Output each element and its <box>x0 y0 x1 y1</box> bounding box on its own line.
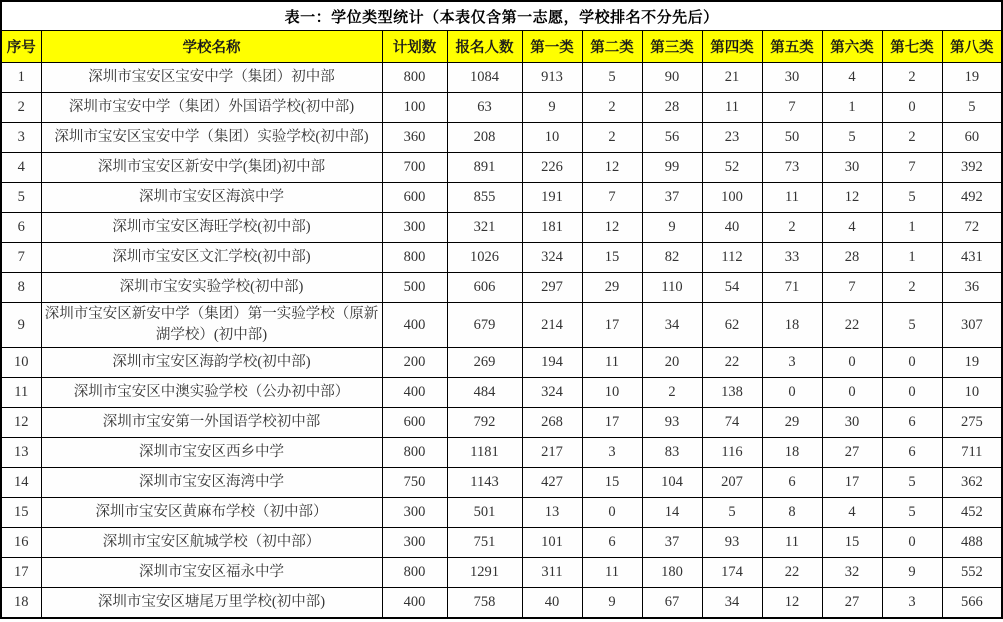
value-cell: 17 <box>822 468 882 498</box>
value-cell: 700 <box>382 153 447 183</box>
value-cell: 82 <box>642 243 702 273</box>
value-cell: 275 <box>942 408 1002 438</box>
school-name-cell: 深圳市宝安区中澳实验学校（公办初中部） <box>41 378 382 408</box>
value-cell: 15 <box>582 468 642 498</box>
value-cell: 300 <box>382 498 447 528</box>
value-cell: 100 <box>702 183 762 213</box>
value-cell: 5 <box>882 303 942 348</box>
value-cell: 484 <box>447 378 522 408</box>
value-cell: 1 <box>882 243 942 273</box>
column-header-8: 第五类 <box>762 31 822 63</box>
school-name-cell: 深圳市宝安区文汇学校(初中部) <box>41 243 382 273</box>
value-cell: 362 <box>942 468 1002 498</box>
value-cell: 110 <box>642 273 702 303</box>
table-row <box>1 273 1002 303</box>
value-cell: 492 <box>942 183 1002 213</box>
value-cell: 101 <box>522 528 582 558</box>
value-cell: 5 <box>942 93 1002 123</box>
value-cell: 6 <box>882 408 942 438</box>
value-cell: 11 <box>762 183 822 213</box>
value-cell: 50 <box>762 123 822 153</box>
value-cell: 11 <box>702 93 762 123</box>
value-cell: 54 <box>702 273 762 303</box>
column-header-5: 第二类 <box>582 31 642 63</box>
value-cell: 28 <box>822 243 882 273</box>
school-name-cell: 深圳市宝安区海旺学校(初中部) <box>41 213 382 243</box>
value-cell: 7 <box>582 183 642 213</box>
value-cell: 138 <box>702 378 762 408</box>
row-number-cell: 1 <box>1 63 41 93</box>
table-row <box>1 183 1002 213</box>
column-header-4: 第一类 <box>522 31 582 63</box>
value-cell: 7 <box>822 273 882 303</box>
value-cell: 11 <box>762 528 822 558</box>
value-cell: 0 <box>822 348 882 378</box>
school-name-cell: 深圳市宝安第一外国语学校初中部 <box>41 408 382 438</box>
value-cell: 269 <box>447 348 522 378</box>
value-cell: 307 <box>942 303 1002 348</box>
value-cell: 191 <box>522 183 582 213</box>
value-cell: 9 <box>582 588 642 618</box>
row-number-cell: 3 <box>1 123 41 153</box>
value-cell: 800 <box>382 243 447 273</box>
value-cell: 67 <box>642 588 702 618</box>
table-row <box>1 408 1002 438</box>
table-row <box>1 528 1002 558</box>
value-cell: 10 <box>942 378 1002 408</box>
value-cell: 6 <box>582 528 642 558</box>
value-cell: 800 <box>382 438 447 468</box>
value-cell: 600 <box>382 183 447 213</box>
value-cell: 891 <box>447 153 522 183</box>
value-cell: 20 <box>642 348 702 378</box>
value-cell: 1 <box>822 93 882 123</box>
school-name-cell: 深圳市宝安区宝安中学（集团）实验学校(初中部) <box>41 123 382 153</box>
value-cell: 30 <box>762 63 822 93</box>
value-cell: 6 <box>762 468 822 498</box>
row-number-cell: 7 <box>1 243 41 273</box>
value-cell: 19 <box>942 348 1002 378</box>
table-row <box>1 438 1002 468</box>
value-cell: 711 <box>942 438 1002 468</box>
value-cell: 30 <box>822 408 882 438</box>
value-cell: 552 <box>942 558 1002 588</box>
value-cell: 37 <box>642 183 702 213</box>
column-header-11: 第八类 <box>942 31 1002 63</box>
value-cell: 226 <box>522 153 582 183</box>
value-cell: 32 <box>822 558 882 588</box>
value-cell: 13 <box>522 498 582 528</box>
value-cell: 83 <box>642 438 702 468</box>
value-cell: 207 <box>702 468 762 498</box>
value-cell: 23 <box>702 123 762 153</box>
page-title: 表一：学位类型统计（本表仅含第一志愿，学校排名不分先后） <box>1 1 1002 31</box>
value-cell: 214 <box>522 303 582 348</box>
school-name-cell: 深圳市宝安区西乡中学 <box>41 438 382 468</box>
row-number-cell: 11 <box>1 378 41 408</box>
row-number-cell: 6 <box>1 213 41 243</box>
value-cell: 758 <box>447 588 522 618</box>
value-cell: 72 <box>942 213 1002 243</box>
value-cell: 37 <box>642 528 702 558</box>
school-name-cell: 深圳市宝安实验学校(初中部) <box>41 273 382 303</box>
school-name-cell: 深圳市宝安中学（集团）外国语学校(初中部) <box>41 93 382 123</box>
row-number-cell: 15 <box>1 498 41 528</box>
value-cell: 2 <box>582 123 642 153</box>
value-cell: 400 <box>382 303 447 348</box>
value-cell: 855 <box>447 183 522 213</box>
value-cell: 3 <box>762 348 822 378</box>
value-cell: 73 <box>762 153 822 183</box>
school-name-cell: 深圳市宝安区新安中学（集团）第一实验学校（原新湖学校）(初中部) <box>41 303 382 348</box>
value-cell: 400 <box>382 588 447 618</box>
value-cell: 913 <box>522 63 582 93</box>
value-cell: 4 <box>822 498 882 528</box>
value-cell: 208 <box>447 123 522 153</box>
value-cell: 93 <box>702 528 762 558</box>
table-row <box>1 63 1002 93</box>
value-cell: 0 <box>582 498 642 528</box>
row-number-cell: 4 <box>1 153 41 183</box>
row-number-cell: 9 <box>1 303 41 348</box>
value-cell: 60 <box>942 123 1002 153</box>
row-number-cell: 10 <box>1 348 41 378</box>
column-header-6: 第三类 <box>642 31 702 63</box>
value-cell: 5 <box>882 468 942 498</box>
value-cell: 34 <box>702 588 762 618</box>
value-cell: 21 <box>702 63 762 93</box>
value-cell: 15 <box>822 528 882 558</box>
school-name-cell: 深圳市宝安区塘尾万里学校(初中部) <box>41 588 382 618</box>
school-name-cell: 深圳市宝安区航城学校（初中部） <box>41 528 382 558</box>
value-cell: 71 <box>762 273 822 303</box>
value-cell: 33 <box>762 243 822 273</box>
value-cell: 324 <box>522 378 582 408</box>
column-header-2: 计划数 <box>382 31 447 63</box>
row-number-cell: 2 <box>1 93 41 123</box>
value-cell: 606 <box>447 273 522 303</box>
value-cell: 1291 <box>447 558 522 588</box>
value-cell: 321 <box>447 213 522 243</box>
table-row <box>1 243 1002 273</box>
value-cell: 29 <box>762 408 822 438</box>
value-cell: 112 <box>702 243 762 273</box>
value-cell: 14 <box>642 498 702 528</box>
header-row <box>1 31 1002 63</box>
value-cell: 200 <box>382 348 447 378</box>
value-cell: 2 <box>762 213 822 243</box>
table-row <box>1 93 1002 123</box>
table-row <box>1 123 1002 153</box>
value-cell: 27 <box>822 588 882 618</box>
value-cell: 17 <box>582 408 642 438</box>
value-cell: 7 <box>762 93 822 123</box>
value-cell: 40 <box>522 588 582 618</box>
value-cell: 311 <box>522 558 582 588</box>
value-cell: 392 <box>942 153 1002 183</box>
value-cell: 5 <box>582 63 642 93</box>
value-cell: 29 <box>582 273 642 303</box>
value-cell: 360 <box>382 123 447 153</box>
column-header-9: 第六类 <box>822 31 882 63</box>
value-cell: 7 <box>882 153 942 183</box>
value-cell: 324 <box>522 243 582 273</box>
value-cell: 0 <box>882 528 942 558</box>
value-cell: 9 <box>882 558 942 588</box>
value-cell: 93 <box>642 408 702 438</box>
value-cell: 5 <box>822 123 882 153</box>
value-cell: 9 <box>642 213 702 243</box>
value-cell: 27 <box>822 438 882 468</box>
value-cell: 116 <box>702 438 762 468</box>
school-name-cell: 深圳市宝安区黄麻布学校（初中部） <box>41 498 382 528</box>
value-cell: 52 <box>702 153 762 183</box>
value-cell: 0 <box>882 93 942 123</box>
table-row <box>1 153 1002 183</box>
value-cell: 181 <box>522 213 582 243</box>
row-number-cell: 16 <box>1 528 41 558</box>
value-cell: 300 <box>382 213 447 243</box>
value-cell: 22 <box>702 348 762 378</box>
value-cell: 8 <box>762 498 822 528</box>
row-number-cell: 5 <box>1 183 41 213</box>
school-name-cell: 深圳市宝安区海湾中学 <box>41 468 382 498</box>
value-cell: 174 <box>702 558 762 588</box>
table-body <box>1 63 1002 618</box>
table-row <box>1 348 1002 378</box>
value-cell: 1026 <box>447 243 522 273</box>
column-header-7: 第四类 <box>702 31 762 63</box>
value-cell: 19 <box>942 63 1002 93</box>
value-cell: 3 <box>882 588 942 618</box>
table-row <box>1 558 1002 588</box>
value-cell: 10 <box>582 378 642 408</box>
value-cell: 17 <box>582 303 642 348</box>
value-cell: 431 <box>942 243 1002 273</box>
value-cell: 74 <box>702 408 762 438</box>
value-cell: 0 <box>822 378 882 408</box>
value-cell: 62 <box>702 303 762 348</box>
value-cell: 63 <box>447 93 522 123</box>
value-cell: 750 <box>382 468 447 498</box>
value-cell: 12 <box>582 213 642 243</box>
value-cell: 56 <box>642 123 702 153</box>
row-number-cell: 14 <box>1 468 41 498</box>
value-cell: 40 <box>702 213 762 243</box>
value-cell: 18 <box>762 303 822 348</box>
value-cell: 500 <box>382 273 447 303</box>
value-cell: 10 <box>522 123 582 153</box>
value-cell: 268 <box>522 408 582 438</box>
value-cell: 28 <box>642 93 702 123</box>
value-cell: 300 <box>382 528 447 558</box>
value-cell: 2 <box>882 63 942 93</box>
school-name-cell: 深圳市宝安区海韵学校(初中部) <box>41 348 382 378</box>
value-cell: 1084 <box>447 63 522 93</box>
school-name-cell: 深圳市宝安区海滨中学 <box>41 183 382 213</box>
value-cell: 452 <box>942 498 1002 528</box>
value-cell: 566 <box>942 588 1002 618</box>
value-cell: 3 <box>582 438 642 468</box>
value-cell: 1 <box>882 213 942 243</box>
row-number-cell: 13 <box>1 438 41 468</box>
column-header-3: 报名人数 <box>447 31 522 63</box>
value-cell: 18 <box>762 438 822 468</box>
value-cell: 792 <box>447 408 522 438</box>
value-cell: 800 <box>382 558 447 588</box>
school-name-cell: 深圳市宝安区福永中学 <box>41 558 382 588</box>
value-cell: 104 <box>642 468 702 498</box>
value-cell: 679 <box>447 303 522 348</box>
value-cell: 1143 <box>447 468 522 498</box>
table-row <box>1 378 1002 408</box>
table-row <box>1 588 1002 618</box>
table-row <box>1 213 1002 243</box>
value-cell: 4 <box>822 213 882 243</box>
value-cell: 427 <box>522 468 582 498</box>
value-cell: 9 <box>522 93 582 123</box>
column-header-0: 序号 <box>1 31 41 63</box>
value-cell: 488 <box>942 528 1002 558</box>
value-cell: 297 <box>522 273 582 303</box>
table-row <box>1 498 1002 528</box>
value-cell: 501 <box>447 498 522 528</box>
school-name-cell: 深圳市宝安区新安中学(集团)初中部 <box>41 153 382 183</box>
row-number-cell: 17 <box>1 558 41 588</box>
value-cell: 34 <box>642 303 702 348</box>
value-cell: 100 <box>382 93 447 123</box>
value-cell: 6 <box>882 438 942 468</box>
value-cell: 22 <box>822 303 882 348</box>
value-cell: 15 <box>582 243 642 273</box>
value-cell: 217 <box>522 438 582 468</box>
value-cell: 5 <box>882 183 942 213</box>
column-header-1: 学校名称 <box>41 31 382 63</box>
table-row <box>1 468 1002 498</box>
value-cell: 800 <box>382 63 447 93</box>
value-cell: 1181 <box>447 438 522 468</box>
value-cell: 4 <box>822 63 882 93</box>
value-cell: 11 <box>582 348 642 378</box>
value-cell: 600 <box>382 408 447 438</box>
value-cell: 11 <box>582 558 642 588</box>
value-cell: 36 <box>942 273 1002 303</box>
value-cell: 12 <box>762 588 822 618</box>
row-number-cell: 12 <box>1 408 41 438</box>
value-cell: 751 <box>447 528 522 558</box>
value-cell: 99 <box>642 153 702 183</box>
value-cell: 400 <box>382 378 447 408</box>
value-cell: 2 <box>882 123 942 153</box>
value-cell: 30 <box>822 153 882 183</box>
value-cell: 0 <box>762 378 822 408</box>
value-cell: 180 <box>642 558 702 588</box>
row-number-cell: 18 <box>1 588 41 618</box>
school-name-cell: 深圳市宝安区宝安中学（集团）初中部 <box>41 63 382 93</box>
column-header-10: 第七类 <box>882 31 942 63</box>
value-cell: 2 <box>882 273 942 303</box>
value-cell: 22 <box>762 558 822 588</box>
value-cell: 5 <box>702 498 762 528</box>
title-row <box>1 1 1002 31</box>
row-number-cell: 8 <box>1 273 41 303</box>
value-cell: 2 <box>642 378 702 408</box>
value-cell: 90 <box>642 63 702 93</box>
value-cell: 5 <box>882 498 942 528</box>
value-cell: 2 <box>582 93 642 123</box>
value-cell: 12 <box>822 183 882 213</box>
value-cell: 194 <box>522 348 582 378</box>
value-cell: 0 <box>882 378 942 408</box>
table-row <box>1 303 1002 348</box>
value-cell: 0 <box>882 348 942 378</box>
value-cell: 12 <box>582 153 642 183</box>
